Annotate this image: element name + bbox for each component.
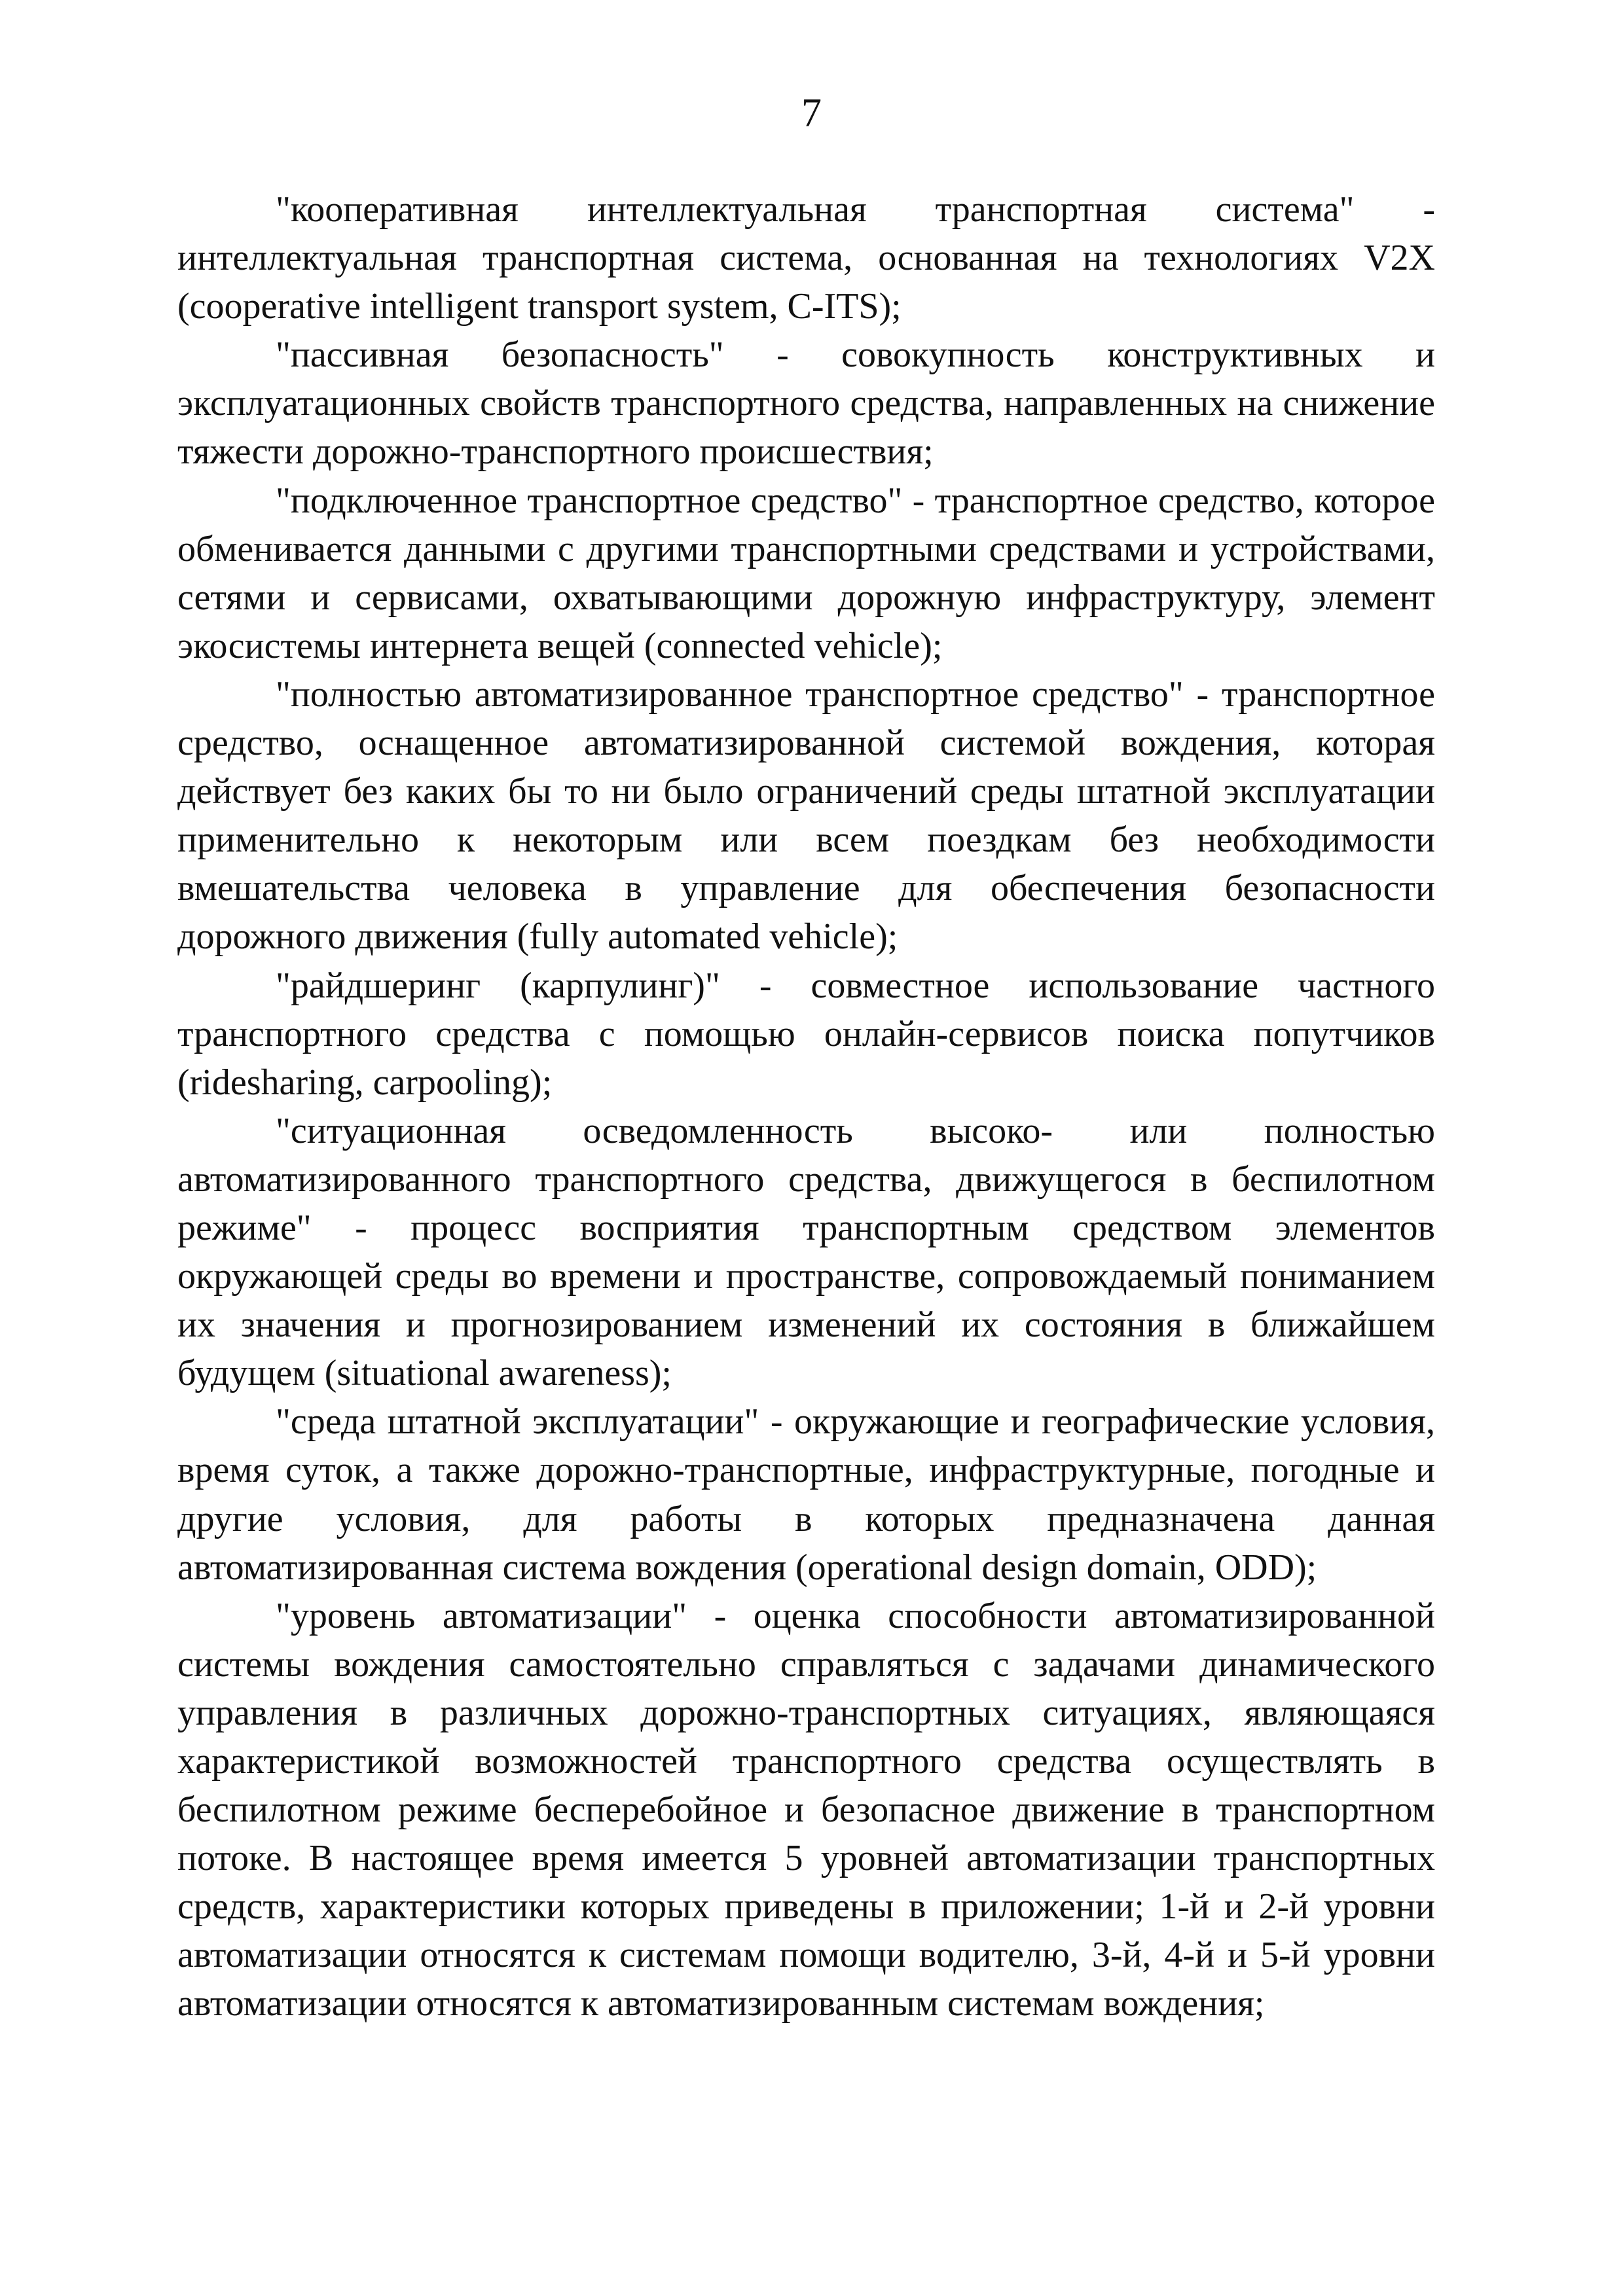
definition-paragraph: "полностью автоматизированное транспортное средство" - транспортное средство, оснащенное автоматизированной системой вождения, которая действует без каких бы то ни было ограничений среды штатной эксплуатации применительно к некоторым или всем поездкам без необходимости вмешательства человека в управление для обеспечения безопасности дорожного движения (fully automated vehicle); [177,673,1435,958]
definition-paragraph: "подключенное транспортное средство" - транспортное средство, которое обменивается данными с другими транспортными средствами и устройствами, сетями и сервисами, охватывающими дорожную инфраструктуру, элемент экосистемы интернета вещей (connected vehicle); [177,480,1435,666]
definition-paragraph: "уровень автоматизации" - оценка способности автоматизированной системы вождения самостоятельно справляться с задачами динамического управления в различных дорожно-транспортных ситуациях, являющаяся характеристикой возможностей транспортного средства осуществлять в беспилотном режиме бесперебойное и безопасное движение в транспортном потоке. В настоящее время имеется 5 уровней автоматизации транспортных средств, характеристики которых приведены в приложении; 1-й и 2-й уровни автоматизации относятся к системам помощи водителю, 3-й, 4-й и 5-й уровни автоматизации относятся к автоматизированным системам вождения; [177,1595,1435,2024]
definition-paragraph: "райдшеринг (карпулинг)" - совместное использование частного транспортного средства с помощью онлайн-сервисов поиска попутчиков (ridesharing, carpooling); [177,965,1435,1103]
definition-paragraph: "ситуационная осведомленность высоко- или полностью автоматизированного транспортного средства, движущегося в беспилотном режиме" - процесс восприятия транспортным средством элементов окружающей среды во времени и пространстве, сопровождаемый пониманием их значения и прогнозированием изменений их состояния в ближайшем будущем (situational awareness); [177,1110,1435,1394]
definition-paragraph: "пассивная безопасность" - совокупность конструктивных и эксплуатационных свойств транспортного средства, направленных на снижение тяжести дорожно-транспортного происшествия; [177,334,1435,473]
page-number: 7 [801,91,822,135]
definition-paragraph: "среда штатной эксплуатации" - окружающие и географические условия, время суток, а также дорожно-транспортные, инфраструктурные, погодные и другие условия, для работы в которых предназначена данная автоматизированная система вождения (operational design domain, ODD); [177,1401,1435,1588]
definitions-body [177,185,1435,2028]
definition-paragraph: "кооперативная интеллектуальная транспортная система" - интеллектуальная транспортная система, основанная на технологиях V2X (cooperative intelligent transport system, C-ITS); [177,189,1435,327]
